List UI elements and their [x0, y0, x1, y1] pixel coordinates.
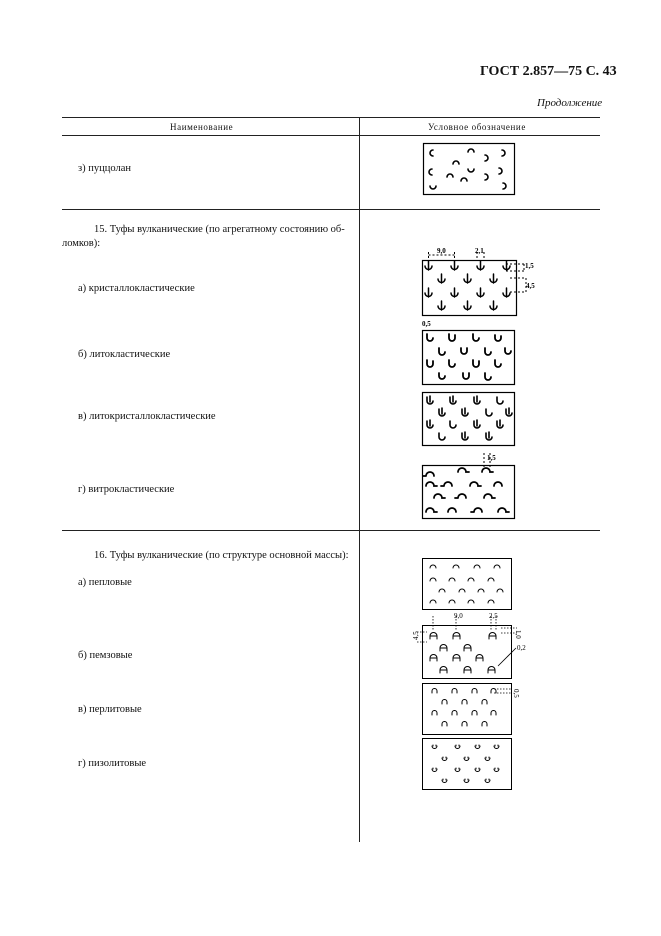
row-divider-15 — [62, 209, 600, 210]
pumice-height-dim: 1,0 — [514, 630, 522, 639]
row-lithoclastic-label: б) литокластические — [78, 349, 171, 360]
column-header-symbol: Условное обозначение — [428, 122, 526, 132]
row-pumice-label: б) пемзовые — [78, 650, 133, 661]
row-pisolite-label: г) пизолитовые — [78, 758, 147, 769]
crystal-spacing-dim: 9,0 — [437, 247, 446, 255]
section-16-title: 16. Туфы вулканические (по структуре основной массы): — [94, 550, 349, 561]
continuation-label: Продолжение — [537, 97, 603, 109]
pumice-symbol — [406, 610, 530, 680]
litho-size-dim: 0,5 — [422, 320, 431, 328]
crystal-width-dim: 2,1 — [475, 247, 484, 255]
column-header-name: Наименование — [170, 122, 234, 132]
page-header-title: ГОСТ 2.857—75 С. 43 — [480, 64, 617, 79]
pozzolan-symbol — [423, 143, 515, 195]
section-15-title-line2: ломков): — [62, 238, 101, 249]
table-header-rule — [62, 135, 600, 136]
crystal-height-dim: 1,5 — [525, 262, 534, 270]
row-ash-label: а) пепловые — [78, 577, 132, 588]
pumice-width-dim: 2,5 — [489, 612, 498, 620]
pisolite-symbol — [422, 738, 514, 792]
vitro-size-dim: 1,5 — [487, 454, 496, 462]
pumice-spacing-dim: 9,0 — [454, 612, 463, 620]
perlite-size-dim: 0,5 — [512, 689, 520, 698]
row-vitroclastic-label: г) витрокластические — [78, 484, 175, 495]
row-divider-16 — [62, 530, 600, 531]
vitroclastic-symbol — [422, 452, 516, 520]
row-lithocrystalloclastic-label: в) литокристаллокластические — [78, 411, 216, 422]
table-top-rule — [62, 117, 600, 118]
crystalloclastic-symbol — [422, 246, 535, 316]
row-perlite-label: в) перлитовые — [78, 704, 142, 715]
pumice-row-dim: 4,5 — [412, 631, 420, 640]
ash-symbol — [422, 558, 512, 610]
column-divider — [359, 117, 360, 842]
lithocrystalloclastic-symbol — [422, 392, 516, 446]
section-15-title-line1: 15. Туфы вулканические (по агрегатному состоянию об- — [94, 224, 345, 235]
row-crystalloclastic-label: а) кристаллокластические — [78, 283, 195, 294]
crystal-row-dim: 4,5 — [526, 282, 535, 290]
perlite-symbol — [422, 683, 526, 735]
row-pozzolan-label: з) пуццолан — [78, 163, 132, 174]
lithoclastic-symbol — [422, 318, 516, 386]
pumice-line-dim: 0,2 — [517, 644, 526, 652]
